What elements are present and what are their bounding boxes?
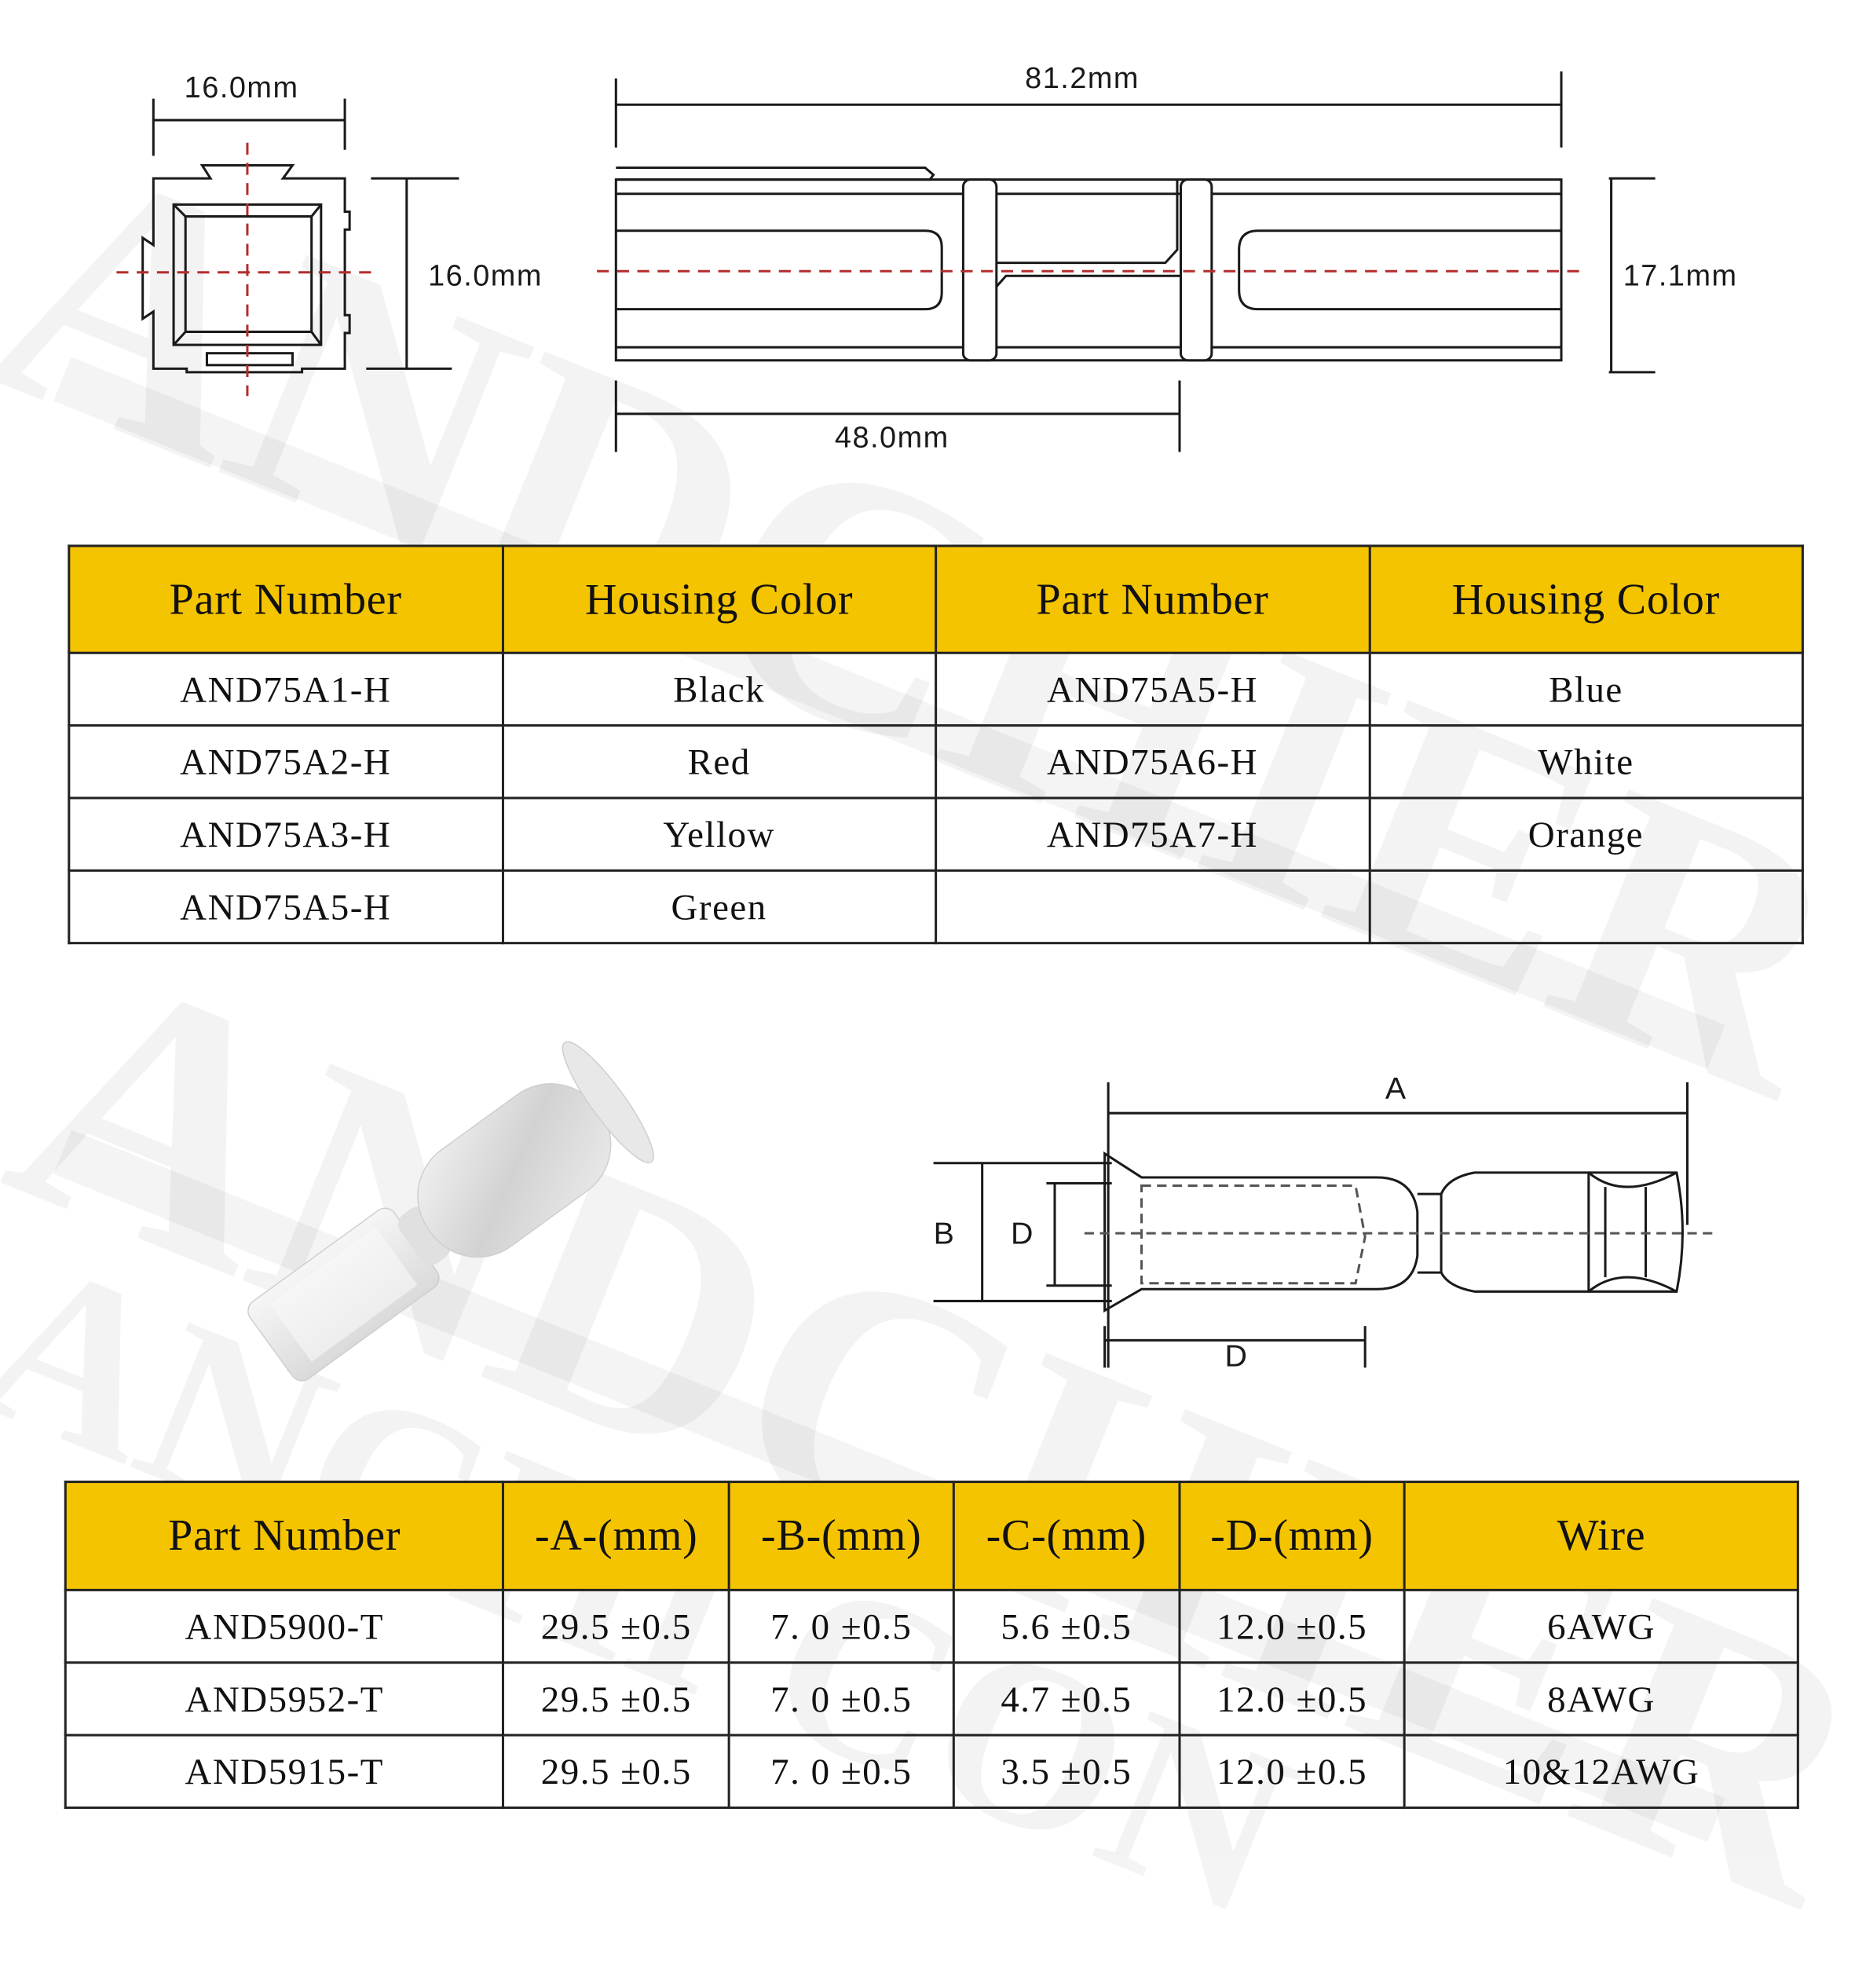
- dimension-label-d-length: D: [1224, 1338, 1247, 1374]
- header-part-number: Part Number: [69, 546, 503, 653]
- cell-c: 5.6 ±0.5: [953, 1590, 1179, 1662]
- cell-housing-color: White: [1369, 726, 1802, 798]
- cell-b: 7. 0 ±0.5: [729, 1735, 953, 1807]
- dimension-label-d-inner: D: [1010, 1215, 1034, 1251]
- cell-part-number: AND5915-T: [65, 1735, 503, 1807]
- table-row: [65, 1663, 1798, 1735]
- cell-housing-color: Black: [503, 653, 936, 725]
- cell-d: 12.0 ±0.5: [1179, 1590, 1404, 1662]
- side-view-half-length-label: 48.0mm: [834, 420, 949, 455]
- cell-wire: 6AWG: [1405, 1590, 1798, 1662]
- cell-housing-color: Blue: [1369, 653, 1802, 725]
- cell-a: 29.5 ±0.5: [503, 1590, 729, 1662]
- header-part-number: Part Number: [936, 546, 1370, 653]
- header-housing-color: Housing Color: [503, 546, 936, 653]
- dimension-label-b: B: [933, 1215, 954, 1251]
- table-row: [65, 1735, 1798, 1807]
- cell-a: 29.5 ±0.5: [503, 1663, 729, 1735]
- side-view-height-label: 17.1mm: [1623, 259, 1738, 293]
- cell-b: 7. 0 ±0.5: [729, 1663, 953, 1735]
- cell-d: 12.0 ±0.5: [1179, 1663, 1404, 1735]
- cell-part-number: AND75A3-H: [69, 798, 503, 870]
- cell-part-number: AND75A2-H: [69, 726, 503, 798]
- cell-part-number: AND5952-T: [65, 1663, 503, 1735]
- table-row: [65, 1590, 1798, 1662]
- cell-housing-color: Orange: [1369, 798, 1802, 870]
- dimension-label-a: A: [1385, 1070, 1407, 1107]
- cell-part-number: AND75A5-H: [936, 653, 1370, 725]
- cell-housing-color: Green: [503, 870, 936, 943]
- end-view-width-label: 16.0mm: [184, 71, 299, 105]
- header-a-mm: -A-(mm): [503, 1482, 729, 1591]
- header-d-mm: -D-(mm): [1179, 1482, 1404, 1591]
- header-part-number: Part Number: [65, 1482, 503, 1591]
- cell-housing-color: Red: [503, 726, 936, 798]
- cell-c: 3.5 ±0.5: [953, 1735, 1179, 1807]
- header-housing-color: Housing Color: [1369, 546, 1802, 653]
- side-view-length-label: 81.2mm: [1025, 61, 1140, 96]
- table-header-row: [65, 1482, 1798, 1591]
- cell-b: 7. 0 ±0.5: [729, 1590, 953, 1662]
- cell-part-number: AND75A1-H: [69, 653, 503, 725]
- cell-a: 29.5 ±0.5: [503, 1735, 729, 1807]
- cell-part-number: AND75A6-H: [936, 726, 1370, 798]
- cell-housing-color: Yellow: [503, 798, 936, 870]
- header-b-mm: -B-(mm): [729, 1482, 953, 1591]
- terminal-spec-table: [64, 1481, 1799, 1809]
- cell-part-number: AND75A5-H: [69, 870, 503, 943]
- header-c-mm: -C-(mm): [953, 1482, 1179, 1591]
- cell-c: 4.7 ±0.5: [953, 1663, 1179, 1735]
- end-view-height-label: 16.0mm: [428, 259, 543, 293]
- cell-d: 12.0 ±0.5: [1179, 1735, 1404, 1807]
- cell-wire: 8AWG: [1405, 1663, 1798, 1735]
- header-wire: Wire: [1405, 1482, 1798, 1591]
- cell-wire: 10&12AWG: [1405, 1735, 1798, 1807]
- cell-part-number: AND5900-T: [65, 1590, 503, 1662]
- cell-part-number: AND75A7-H: [936, 798, 1370, 870]
